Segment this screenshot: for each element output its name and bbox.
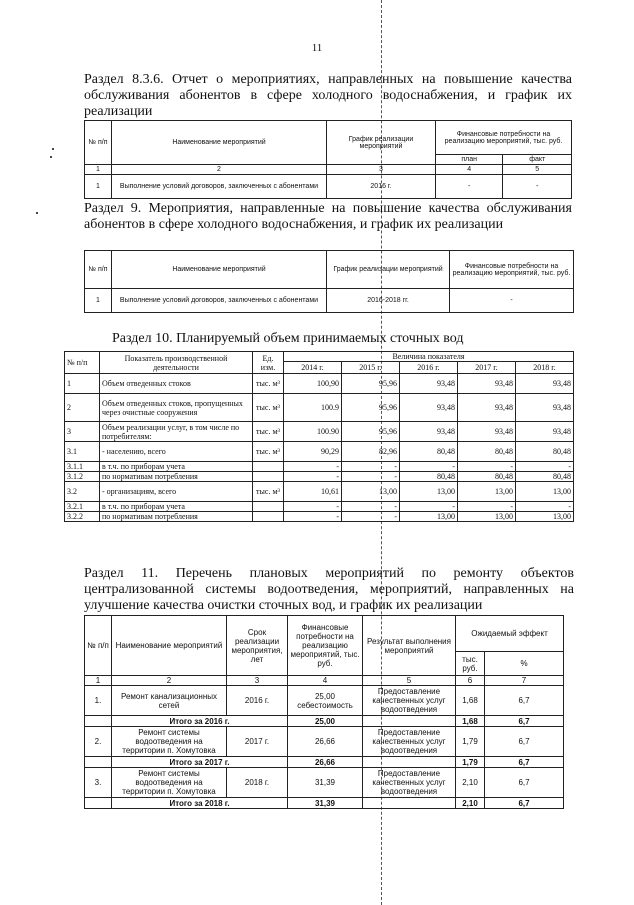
table-11-body xyxy=(85,686,564,809)
total-pct: 6,7 xyxy=(485,757,564,768)
year-header: 2014 г. xyxy=(284,362,342,374)
index-cell: 6 xyxy=(456,676,485,686)
row-indicator: - населению, всего xyxy=(100,442,253,462)
row-name: Выполнение условий договоров, заключенных с абонентами xyxy=(112,289,327,313)
row-indicator: по нормативам потребления xyxy=(100,512,253,522)
col-num: № п/п xyxy=(65,352,100,374)
value-cell: - xyxy=(516,462,574,472)
row-num: 1 xyxy=(65,374,100,394)
value-cell: 13,00 xyxy=(400,482,458,502)
row-num: 1 xyxy=(85,289,112,313)
row-eff: 1,68 xyxy=(456,686,485,716)
value-cell: 80,48 xyxy=(516,442,574,462)
total-row xyxy=(85,798,564,809)
value-cell: 10,61 xyxy=(284,482,342,502)
value-cell: 80,48 xyxy=(458,442,516,462)
row-num: 3.2 xyxy=(65,482,100,502)
index-cell: 2 xyxy=(112,165,327,175)
table-9 xyxy=(84,250,574,313)
table-row xyxy=(65,374,574,394)
row-num: 2. xyxy=(85,727,112,757)
row-pct: 6,7 xyxy=(485,686,564,716)
value-cell: - xyxy=(342,512,400,522)
total-label: Итого за 2017 г. xyxy=(112,757,288,768)
table-row xyxy=(85,686,564,716)
total-blank xyxy=(363,716,456,727)
col-term: Срок реализации мероприятия, лет xyxy=(227,616,288,676)
value-cell: 13,00 xyxy=(458,482,516,502)
col-schedule: График реализации мероприятий xyxy=(327,251,450,289)
row-name: Ремонт системы водоотведения на территории п. Хомутовка xyxy=(112,768,227,798)
value-cell: - xyxy=(342,472,400,482)
value-cell: 93,48 xyxy=(458,394,516,422)
section-10-title: Раздел 10. Планируемый объем принимаемых сточных вод xyxy=(112,331,464,346)
value-cell: - xyxy=(516,502,574,512)
row-name: Ремонт системы водоотведения на территории п. Хомутовка xyxy=(112,727,227,757)
year-header: 2017 г. xyxy=(458,362,516,374)
row-term: 2016 г. xyxy=(227,686,288,716)
col-finance: Финансовые потребности на реализацию мероприятий, тыс. руб. xyxy=(450,251,574,289)
col-num: № п/п xyxy=(85,616,112,676)
total-blank xyxy=(85,798,112,809)
value-cell: 95,96 xyxy=(342,422,400,442)
value-cell: 13,00 xyxy=(458,512,516,522)
row-term: 2017 г. xyxy=(227,727,288,757)
row-num: 3.2.1 xyxy=(65,502,100,512)
table-10 xyxy=(64,351,574,522)
value-cell: 80,48 xyxy=(400,472,458,482)
col-num: № п/п xyxy=(85,251,112,289)
value-cell: - xyxy=(284,462,342,472)
section-8-3-6-title: Раздел 8.3.6. Отчет о мероприятиях, направленных на повышение качества обслуживания абонентов в сфере холодного водоснабжения, и график их реализации xyxy=(84,72,572,119)
value-cell: - xyxy=(284,512,342,522)
total-row xyxy=(85,757,564,768)
value-cell: 100.90 xyxy=(284,422,342,442)
table-row xyxy=(85,727,564,757)
total-blank xyxy=(363,757,456,768)
row-num: 3. xyxy=(85,768,112,798)
value-cell: 13,00 xyxy=(516,512,574,522)
table-10-body xyxy=(65,374,574,522)
value-cell: 93,48 xyxy=(516,374,574,394)
row-unit xyxy=(253,472,284,482)
index-cell: 5 xyxy=(363,676,456,686)
table-row xyxy=(65,422,574,442)
value-cell: 95,96 xyxy=(342,374,400,394)
total-blank xyxy=(85,716,112,727)
row-unit xyxy=(253,462,284,472)
scan-speck xyxy=(52,148,54,150)
row-fin: 25,00 себестоимость xyxy=(288,686,363,716)
col-finance: Финансовые потребности на реализацию мероприятий, тыс. руб. xyxy=(436,121,572,155)
value-cell: - xyxy=(400,502,458,512)
row-pct: 6,7 xyxy=(485,727,564,757)
col-indicator: Показатель производственной деятельности xyxy=(100,352,253,374)
table-row xyxy=(65,394,574,422)
table-row xyxy=(65,502,574,512)
row-name: Ремонт канализационных сетей xyxy=(112,686,227,716)
total-effect: 1,68 xyxy=(456,716,485,727)
value-cell: 90,29 xyxy=(284,442,342,462)
index-cell: 1 xyxy=(85,676,112,686)
row-unit xyxy=(253,512,284,522)
value-cell: 80,48 xyxy=(458,472,516,482)
value-cell: 80,48 xyxy=(400,442,458,462)
row-num: 3.1.2 xyxy=(65,472,100,482)
total-effect: 2,10 xyxy=(456,798,485,809)
row-unit: тыс. м³ xyxy=(253,422,284,442)
row-result: Предоставление качественных услуг водоотведения xyxy=(363,686,456,716)
value-cell: - xyxy=(284,472,342,482)
value-cell: 13,00 xyxy=(342,482,400,502)
col-unit: Ед. изм. xyxy=(253,352,284,374)
scan-speck xyxy=(50,156,52,158)
table-row xyxy=(65,512,574,522)
page-number: 11 xyxy=(311,42,323,54)
value-cell: 95,96 xyxy=(342,394,400,422)
total-finance: 31,39 xyxy=(288,798,363,809)
row-indicator: в т.ч. по приборам учета xyxy=(100,502,253,512)
row-schedule: 2016 г. xyxy=(327,175,436,199)
index-cell: 4 xyxy=(436,165,503,175)
row-fin: 26,66 xyxy=(288,727,363,757)
value-cell: 93,48 xyxy=(516,394,574,422)
table-row xyxy=(65,462,574,472)
row-finance: - xyxy=(450,289,574,313)
table-row xyxy=(85,289,574,313)
value-cell: - xyxy=(342,502,400,512)
row-indicator: - организациям, всего xyxy=(100,482,253,502)
row-fact: - xyxy=(503,175,572,199)
row-unit: тыс. м³ xyxy=(253,374,284,394)
total-blank xyxy=(363,798,456,809)
total-finance: 25,00 xyxy=(288,716,363,727)
row-num: 3.2.2 xyxy=(65,512,100,522)
value-cell: - xyxy=(342,462,400,472)
col-schedule: График реализации мероприятий xyxy=(327,121,436,165)
row-indicator: по нормативам потребления xyxy=(100,472,253,482)
value-cell: - xyxy=(458,462,516,472)
row-schedule: 2016-2018 гг. xyxy=(327,289,450,313)
col-name: Наименование мероприятий xyxy=(112,616,227,676)
index-cell: 7 xyxy=(485,676,564,686)
col-num: № п/п xyxy=(85,121,112,165)
table-row xyxy=(85,768,564,798)
section-9-title: Раздел 9. Мероприятия, направленные на повышение качества обслуживания абонентов в сфере холодного водоснабжения, и график их реализации xyxy=(84,201,572,232)
row-eff: 2,10 xyxy=(456,768,485,798)
row-eff: 1,79 xyxy=(456,727,485,757)
value-cell: 82,96 xyxy=(342,442,400,462)
row-num: 2 xyxy=(65,394,100,422)
row-num: 3 xyxy=(65,422,100,442)
index-cell: 3 xyxy=(227,676,288,686)
value-cell: 100.9 xyxy=(284,394,342,422)
row-pct: 6,7 xyxy=(485,768,564,798)
row-num: 1 xyxy=(85,175,112,199)
row-result: Предоставление качественных услуг водоотведения xyxy=(363,768,456,798)
row-indicator: в т.ч. по приборам учета xyxy=(100,462,253,472)
total-pct: 6,7 xyxy=(485,716,564,727)
total-blank xyxy=(85,757,112,768)
col-result: Результат выполнения мероприятий xyxy=(363,616,456,676)
index-cell: 4 xyxy=(288,676,363,686)
total-effect: 1,79 xyxy=(456,757,485,768)
col-name: Наименование мероприятий xyxy=(112,121,327,165)
col-pct: % xyxy=(485,652,564,676)
value-cell: - xyxy=(458,502,516,512)
value-cell: 100,90 xyxy=(284,374,342,394)
row-num: 3.1 xyxy=(65,442,100,462)
value-cell: 93,48 xyxy=(400,394,458,422)
col-finance: Финансовые потребности на реализацию мероприятий, тыс. руб. xyxy=(288,616,363,676)
row-unit: тыс. м³ xyxy=(253,482,284,502)
col-fact: факт xyxy=(503,155,572,165)
section-11-title: Раздел 11. Перечень плановых мероприятий по ремонту объектов централизованной системы водоотведения, мероприятий, направленных на улучшение качества очистки сточных вод, и график их реализации xyxy=(84,566,574,613)
value-cell: 13,00 xyxy=(516,482,574,502)
value-cell: 13,00 xyxy=(400,512,458,522)
year-header: 2015 г. xyxy=(342,362,400,374)
col-thous: тыс. руб. xyxy=(456,652,485,676)
col-effect: Ожидаемый эффект xyxy=(456,616,564,652)
total-finance: 26,66 xyxy=(288,757,363,768)
row-term: 2018 г. xyxy=(227,768,288,798)
table-row xyxy=(65,482,574,502)
row-indicator: Объем отведенных стоков, пропущенных через очистные сооружения xyxy=(100,394,253,422)
row-fin: 31,39 xyxy=(288,768,363,798)
value-cell: 93,48 xyxy=(400,374,458,394)
table-row xyxy=(65,442,574,462)
total-row xyxy=(85,716,564,727)
year-header: 2018 г. xyxy=(516,362,574,374)
value-cell: 93,48 xyxy=(516,422,574,442)
table-row xyxy=(65,472,574,482)
row-plan: - xyxy=(436,175,503,199)
col-plan: план xyxy=(436,155,503,165)
index-cell: 1 xyxy=(85,165,112,175)
row-indicator: Объем реализации услуг, в том числе по потребителям: xyxy=(100,422,253,442)
index-cell: 5 xyxy=(503,165,572,175)
value-cell: 93,48 xyxy=(400,422,458,442)
scan-speck xyxy=(36,212,38,214)
table-row xyxy=(85,175,572,199)
value-cell: - xyxy=(284,502,342,512)
col-name: Наименование мероприятий xyxy=(112,251,327,289)
year-header: 2016 г. xyxy=(400,362,458,374)
total-pct: 6,7 xyxy=(485,798,564,809)
value-cell: - xyxy=(400,462,458,472)
row-indicator: Объем отведенных стоков xyxy=(100,374,253,394)
value-cell: 80,48 xyxy=(516,472,574,482)
total-label: Итого за 2018 г. xyxy=(112,798,288,809)
col-value: Величина показателя xyxy=(284,352,574,362)
table-8-3-6 xyxy=(84,120,572,199)
row-num: 1. xyxy=(85,686,112,716)
total-label: Итого за 2016 г. xyxy=(112,716,288,727)
value-cell: 93,48 xyxy=(458,422,516,442)
value-cell: 93,48 xyxy=(458,374,516,394)
row-unit xyxy=(253,502,284,512)
index-cell: 3 xyxy=(327,165,436,175)
row-num: 3.1.1 xyxy=(65,462,100,472)
row-unit: тыс. м³ xyxy=(253,442,284,462)
table-11 xyxy=(84,615,564,809)
index-cell: 2 xyxy=(112,676,227,686)
row-unit: тыс. м³ xyxy=(253,394,284,422)
row-name: Выполнение условий договоров, заключенных с абонентами xyxy=(112,175,327,199)
row-result: Предоставление качественных услуг водоотведения xyxy=(363,727,456,757)
